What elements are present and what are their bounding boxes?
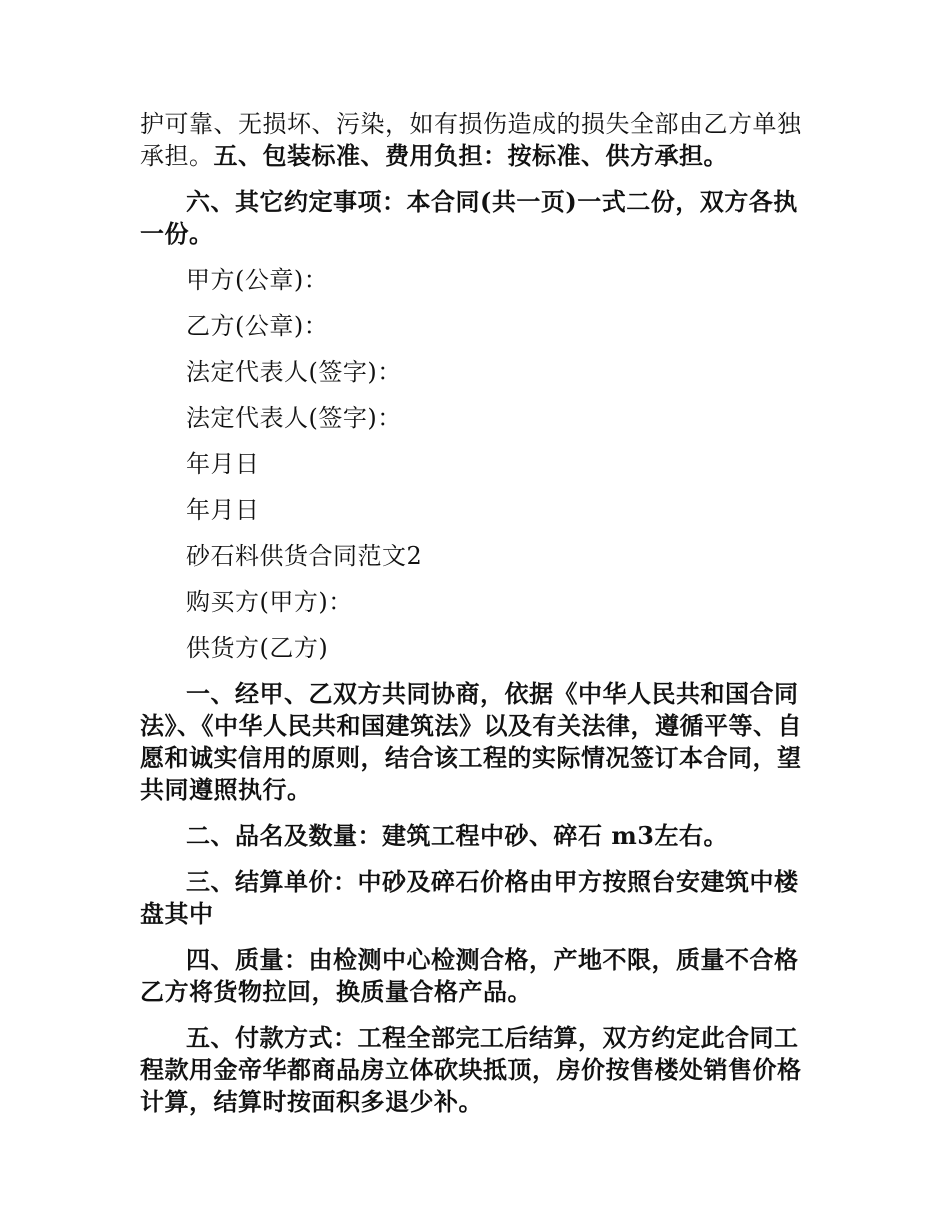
- document-content: [140, 108, 812, 1118]
- paragraph-2: 六、其它约定事项：本合同(共一页)一式二份，双方各执一份。: [140, 187, 798, 248]
- legal-rep-signature-line-2: 法定代表人(签字)：: [186, 404, 402, 432]
- paragraph-1-part2: 五、包装标准、费用负担：按标准、供方承担。: [213, 141, 728, 170]
- party-a-seal-line: 甲方(公章)：: [186, 266, 329, 294]
- clause-1: 一、经甲、乙双方共同协商，依据《中华人民共和国合同法》、《中华人民共和国建筑法》以及有关法律，遵循平等、自愿和诚实信用的原则，结合该工程的实际情况签订本合同，望共同遵照执行。: [140, 679, 802, 804]
- supplier-line: 供货方(乙方): [186, 634, 329, 662]
- party-b-seal-line: 乙方(公章)：: [186, 312, 329, 340]
- clause-2: 二、品名及数量：建筑工程中砂、碎石 m3左右。: [186, 821, 728, 850]
- date-line-1: 年月日: [186, 450, 260, 478]
- paragraph-1: [140, 108, 812, 172]
- paragraph-1-part1: 护可靠、无损坏、污染，如有损伤造成的损失全部由乙方单独承担。: [140, 110, 802, 170]
- legal-rep-signature-line-1: 法定代表人(签字)：: [186, 358, 402, 386]
- clause-3: 三、结算单价：中砂及碎石价格由甲方按照台安建筑中楼盘其中: [140, 867, 799, 928]
- buyer-line: 购买方(甲方)：: [186, 588, 353, 616]
- clause-4: 四、质量：由检测中心检测合格，产地不限，质量不合格乙方将货物拉回，换质量合格产品。: [140, 945, 799, 1006]
- date-line-2: 年月日: [186, 496, 260, 524]
- clause-5: 五、付款方式：工程全部完工后结算，双方约定此合同工程款用金帝华都商品房立体砍块抵顶，房价按售楼处销售价格计算，结算时按面积多退少补。: [140, 1023, 802, 1116]
- document-title-2: 砂石料供货合同范文2: [186, 542, 423, 570]
